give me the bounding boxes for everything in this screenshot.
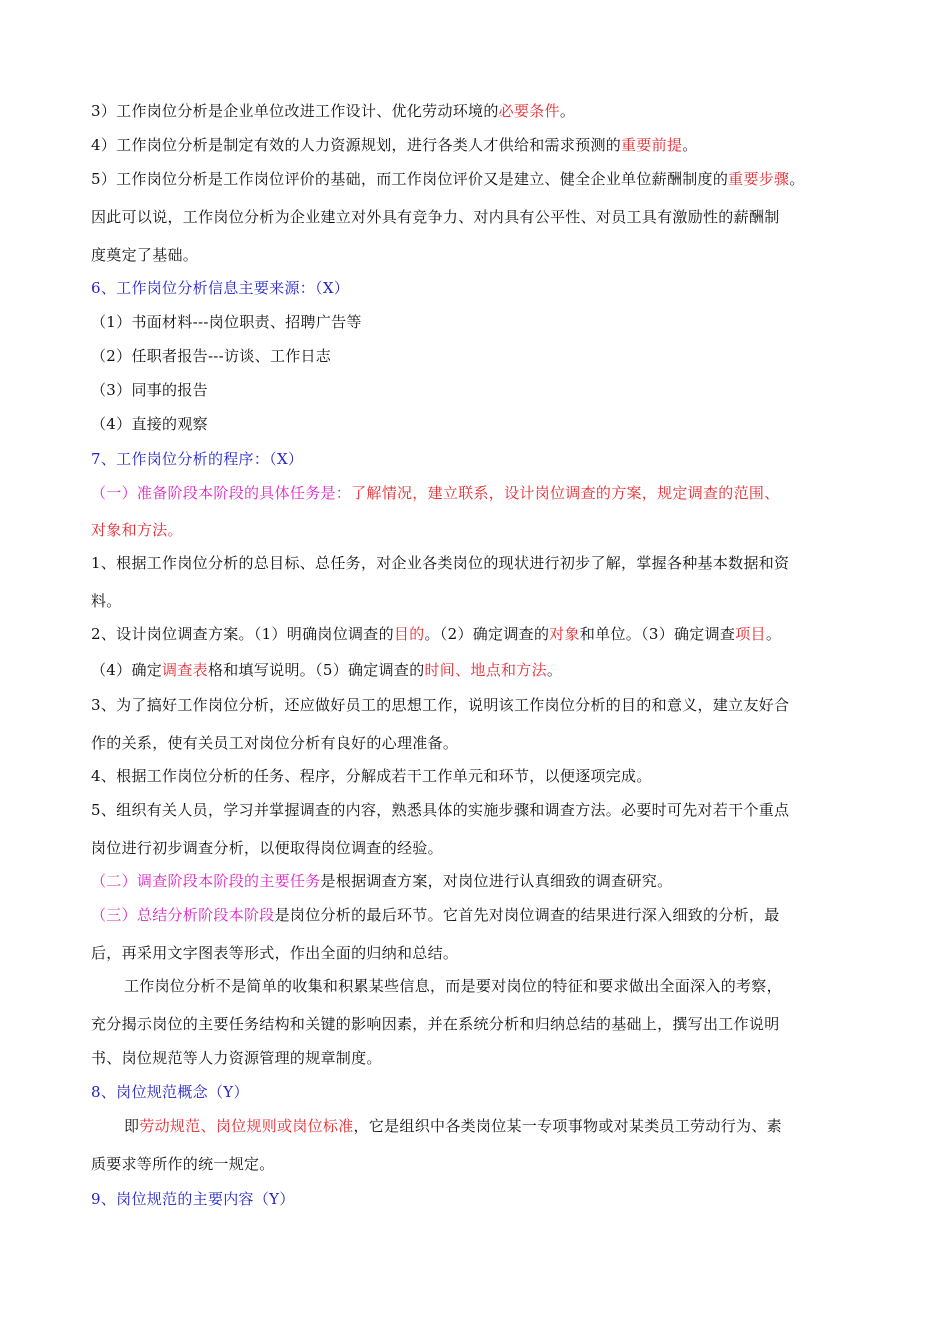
text-line (91, 1014, 880, 1034)
text-line (91, 660, 880, 680)
text-run: 重要步骤 (728, 170, 790, 188)
text-line (91, 695, 880, 715)
text-line (91, 414, 880, 434)
text-run: 书、岗位规范等人力资源管理的规章制度。 (91, 1049, 382, 1067)
text-run: ，它是组织中各类岗位某一专项事物或对某类员工劳动行为、素 (353, 1117, 782, 1135)
text-run: 6、工作岗位分析信息主要来源：（X） (91, 279, 350, 297)
text-run: 5、组织有关人员，学习并掌握调查的内容，熟悉具体的实施步骤和调查方法。必要时可先对若干个重点 (91, 801, 790, 819)
text-run: 度奠定了基础。 (91, 246, 199, 264)
text-line (91, 591, 880, 611)
text-line (91, 169, 880, 189)
text-line (91, 346, 880, 366)
text-run: （4）直接的观察 (91, 415, 208, 433)
text-line (91, 905, 880, 925)
text-run: 因此可以说，工作岗位分析为企业建立对外具有竞争力、对内具有公平性、对员工具有激励性的薪酬制 (91, 208, 780, 226)
text-run: 4、根据工作岗位分析的任务、程序，分解成若干工作单元和环节，以便逐项完成。 (91, 767, 652, 785)
text-run: 。 (765, 625, 782, 643)
text-line (124, 976, 880, 996)
text-line (124, 1116, 880, 1136)
text-line (91, 380, 880, 400)
text-line (91, 278, 880, 298)
text-run: 格和填写说明。（5）确定调查的 (207, 661, 425, 679)
text-run: （三）总结分析阶段本阶段 (91, 906, 275, 924)
text-run: 7、工作岗位分析的程序：（X） (91, 450, 304, 468)
text-run: 2、设计岗位调查方案。（1）明确岗位调查的 (91, 625, 394, 643)
text-run: 4）工作岗位分析是制定有效的人力资源规划，进行各类人才供给和需求预测的 (91, 136, 622, 154)
text-line (91, 483, 880, 503)
text-run: 9、岗位规范的主要内容（Y） (91, 1190, 295, 1208)
text-line (91, 733, 880, 753)
text-run: 时间、地点和方法 (424, 661, 547, 679)
text-run: 重要前提 (621, 136, 683, 154)
text-line (91, 1189, 880, 1209)
text-run: 。 (789, 170, 805, 188)
text-line (91, 1082, 880, 1102)
text-line (91, 624, 880, 644)
text-line (91, 101, 880, 121)
text-run: 作的关系，使有关员工对岗位分析有良好的心理准备。 (91, 734, 459, 752)
text-run: 。 (546, 661, 563, 679)
text-run: （4）确定 (91, 661, 163, 679)
text-run: 充分揭示岗位的主要任务结构和关键的影响因素，并在系统分析和归纳总结的基础上，撰写出工作说明 (91, 1015, 780, 1033)
text-run: 。 (559, 102, 576, 120)
text-run: 工作岗位分析不是简单的收集和积累某些信息，而是要对岗位的特征和要求做出全面深入的考察， (124, 977, 782, 995)
text-run: 5）工作岗位分析是工作岗位评价的基础，而工作岗位评价又是建立、健全企业单位薪酬制度的 (91, 170, 729, 188)
text-run: 劳动规范、岗位规则或岗位标准 (139, 1117, 354, 1135)
text-line (91, 553, 880, 573)
text-run: 是根据调查方案，对岗位进行认真细致的调查研究。 (320, 872, 673, 890)
text-line (91, 245, 880, 265)
text-run: 后，再采用文字图表等形式，作出全面的归纳和总结。 (91, 944, 459, 962)
text-line (91, 449, 880, 469)
text-run: 质要求等所作的统一规定。 (91, 1155, 275, 1173)
text-run: 8、岗位规范概念（Y） (91, 1083, 249, 1101)
text-run: 对象 (549, 625, 580, 643)
text-run: 是岗位分析的最后环节。它首先对岗位调查的结果进行深入细致的分析，最 (274, 906, 780, 924)
text-run: （2）任职者报告---访谈、工作日志 (91, 347, 332, 365)
text-line (91, 838, 880, 858)
text-run: （1）书面材料---岗位职责、招聘广告等 (91, 313, 362, 331)
text-run: 料。 (91, 592, 122, 610)
text-line (91, 800, 880, 820)
text-run: 。 (682, 136, 698, 154)
text-line (91, 1154, 880, 1174)
text-run: （3）同事的报告 (91, 381, 208, 399)
text-run: 1、根据工作岗位分析的总目标、总任务，对企业各类岗位的现状进行初步了解，掌握各种基本数据和资 (91, 554, 790, 572)
text-run: 和单位。（3）确定调查 (579, 625, 736, 643)
text-line (91, 943, 880, 963)
text-run: 3）工作岗位分析是企业单位改进工作设计、优化劳动环境的 (91, 102, 499, 120)
text-line (91, 312, 880, 332)
text-run: 了解情况，建立联系，设计岗位调查的方案，规定调查的范围、 (351, 484, 780, 502)
text-line (91, 135, 880, 155)
text-run: 必要条件 (498, 102, 560, 120)
text-run: （二）调查阶段本阶段的主要任务 (91, 872, 321, 890)
text-line (91, 207, 880, 227)
text-run: 3、为了搞好工作岗位分析，还应做好员工的思想工作，说明该工作岗位分析的目的和意义，建立友好合 (91, 696, 790, 714)
text-line (91, 766, 880, 786)
text-run: 对象和方法。 (91, 521, 183, 539)
text-run: 即 (124, 1117, 140, 1135)
text-run: 目的 (393, 625, 425, 643)
text-run: 岗位进行初步调查分析，以便取得岗位调查的经验。 (91, 839, 443, 857)
text-line (91, 520, 880, 540)
text-line (91, 1048, 880, 1068)
text-run: 项目 (735, 625, 766, 643)
text-run: 调查表 (162, 661, 208, 679)
text-line (91, 871, 880, 891)
text-run: 。（2）确定调查的 (424, 625, 550, 643)
text-run: （一）准备阶段本阶段的具体任务是： (91, 484, 352, 502)
